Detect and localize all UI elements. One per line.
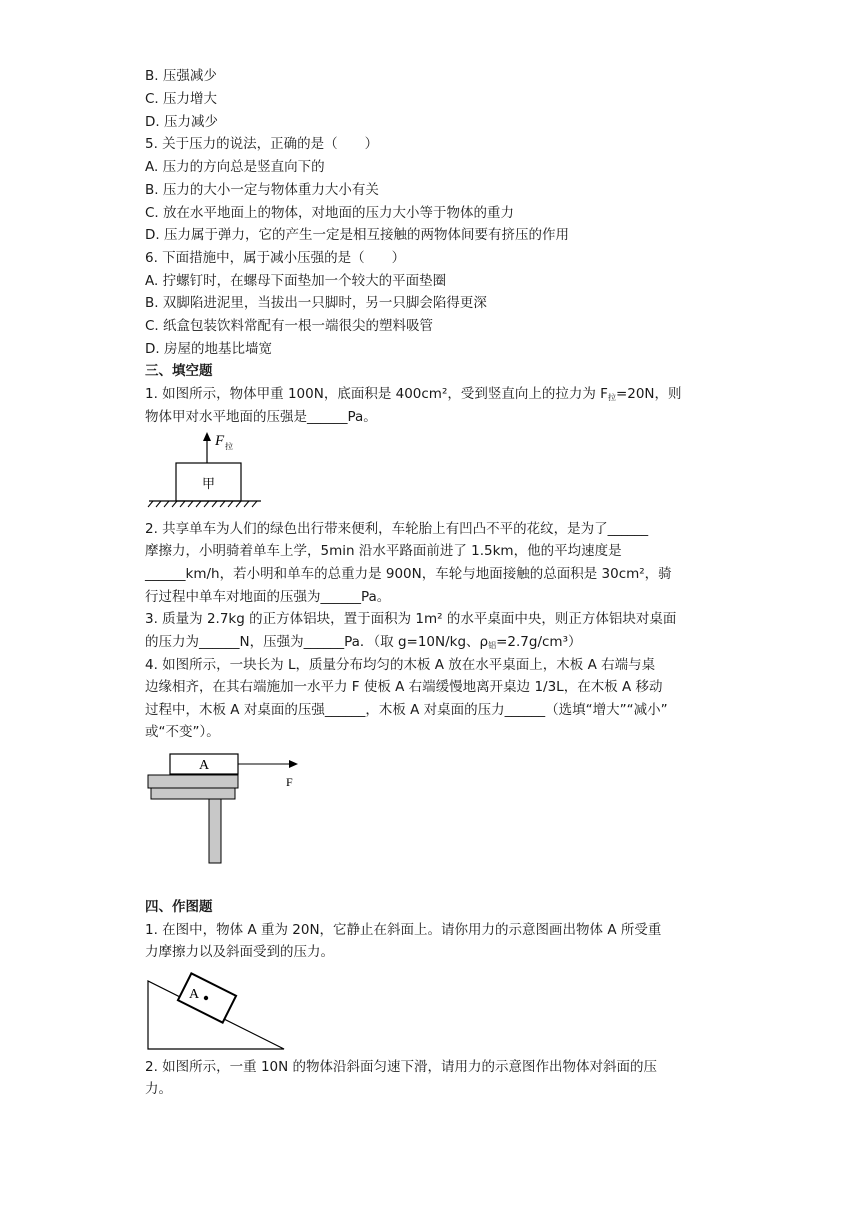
figure-incline bbox=[145, 965, 290, 1053]
s3-q4-line3: 过程中，木板 A 对桌面的压强______，木板 A 对桌面的压力______（选填“增大”“减小” bbox=[145, 702, 668, 718]
s4-q2-line2: 力。 bbox=[145, 1081, 172, 1097]
s3-q1-line1 bbox=[145, 384, 715, 408]
s3-q3-line2b: =2.7g/cm³） bbox=[496, 634, 582, 650]
section3-title: 三、填空题 bbox=[145, 363, 213, 379]
option-b-prev: B. 压强减少 bbox=[145, 68, 217, 84]
fig1-force-label: F bbox=[215, 433, 225, 449]
section4-title: 四、作图题 bbox=[145, 899, 213, 915]
fig1-block-label: 甲 bbox=[202, 476, 216, 491]
q5-stem: 5. 关于压力的说法，正确的是（ ） bbox=[145, 136, 379, 152]
s3-q2-line2: 摩擦力，小明骑着单车上学，5min 沿水平路面前进了 1.5km，他的平均速度是 bbox=[145, 543, 622, 559]
s3-q2-line3: ______km/h，若小明和单车的总重力是 900N，车轮与地面接触的总面积是 30cm²，骑 bbox=[145, 566, 672, 582]
s3-q3-line2 bbox=[145, 632, 715, 656]
s4-q2-line1: 2. 如图所示，一重 10N 的物体沿斜面匀速下滑，请用力的示意图作出物体对斜面的压 bbox=[145, 1059, 658, 1075]
s3-q1-line1a: 1. 如图所示，物体甲重 100N，底面积是 400cm²，受到竖直向上的拉力为 F bbox=[145, 386, 608, 402]
s3-q3-line1: 3. 质量为 2.7kg 的正方体铝块，置于面积为 1m² 的水平桌面中央，则正方体铝块对桌面 bbox=[145, 611, 677, 627]
fig4-force-label: F bbox=[286, 775, 293, 789]
q5-option-c: C. 放在水平地面上的物体，对地面的压力大小等于物体的重力 bbox=[145, 205, 515, 221]
q5-option-b: B. 压力的大小一定与物体重力大小有关 bbox=[145, 182, 379, 198]
s3-q3-line2a: 的压力为______N，压强为______Pa．（取 g=10N/kg、ρ bbox=[145, 634, 489, 650]
s3-q2-line4: 行过程中单车对地面的压强为______Pa。 bbox=[145, 589, 391, 605]
q6-option-b: B. 双脚陷进泥里，当拔出一只脚时，另一只脚会陷得更深 bbox=[145, 295, 487, 311]
q6-stem: 6. 下面措施中，属于减小压强的是（ ） bbox=[145, 250, 406, 266]
s3-q1-line2: 物体甲对水平地面的压强是______Pa。 bbox=[145, 409, 377, 425]
s4-q1-line2: 力摩擦力以及斜面受到的压力。 bbox=[145, 944, 334, 960]
s3-q2-line1: 2. 共享单车为人们的绿色出行带来便利，车轮胎上有凹凸不平的花纹，是为了______ bbox=[145, 521, 649, 537]
q5-option-d: D. 压力属于弹力，它的产生一定是相互接触的两物体间要有挤压的作用 bbox=[145, 227, 569, 243]
q6-option-d: D. 房屋的地基比墙宽 bbox=[145, 341, 272, 357]
fig-incline-block-label: A bbox=[189, 987, 200, 1002]
figure-block-pull bbox=[145, 428, 265, 510]
s3-q4-line2: 边缘相齐，在其右端施加一水平力 F 使板 A 右端缓慢地离开桌边 1/3L，在木板 A 移动 bbox=[145, 679, 663, 695]
s3-q3-sub: 铝 bbox=[488, 641, 497, 650]
option-c-prev: C. 压力增大 bbox=[145, 91, 218, 107]
figure-board-table bbox=[145, 750, 305, 868]
s3-q1-line1b: =20N，则 bbox=[615, 386, 682, 402]
q5-option-a: A. 压力的方向总是竖直向下的 bbox=[145, 159, 325, 175]
fig4-board-label: A bbox=[199, 758, 210, 773]
option-d-prev: D. 压力减少 bbox=[145, 114, 218, 130]
s3-q1-sub: 拉 bbox=[607, 393, 616, 402]
s3-q4-line1: 4. 如图所示，一块长为 L，质量分布均匀的木板 A 放在水平桌面上，木板 A 右端与桌 bbox=[145, 657, 656, 673]
s4-q1-line1: 1. 在图中，物体 A 重为 20N，它静止在斜面上。请你用力的示意图画出物体 A 所受重 bbox=[145, 922, 662, 938]
s3-q4-line4: 或“不变”）。 bbox=[145, 724, 220, 740]
fig1-force-sub: 拉 bbox=[225, 442, 233, 451]
q6-option-c: C. 纸盒包装饮料常配有一根一端很尖的塑料吸管 bbox=[145, 318, 434, 334]
q6-option-a: A. 拧螺钉时，在螺母下面垫加一个较大的平面垫圈 bbox=[145, 273, 447, 289]
